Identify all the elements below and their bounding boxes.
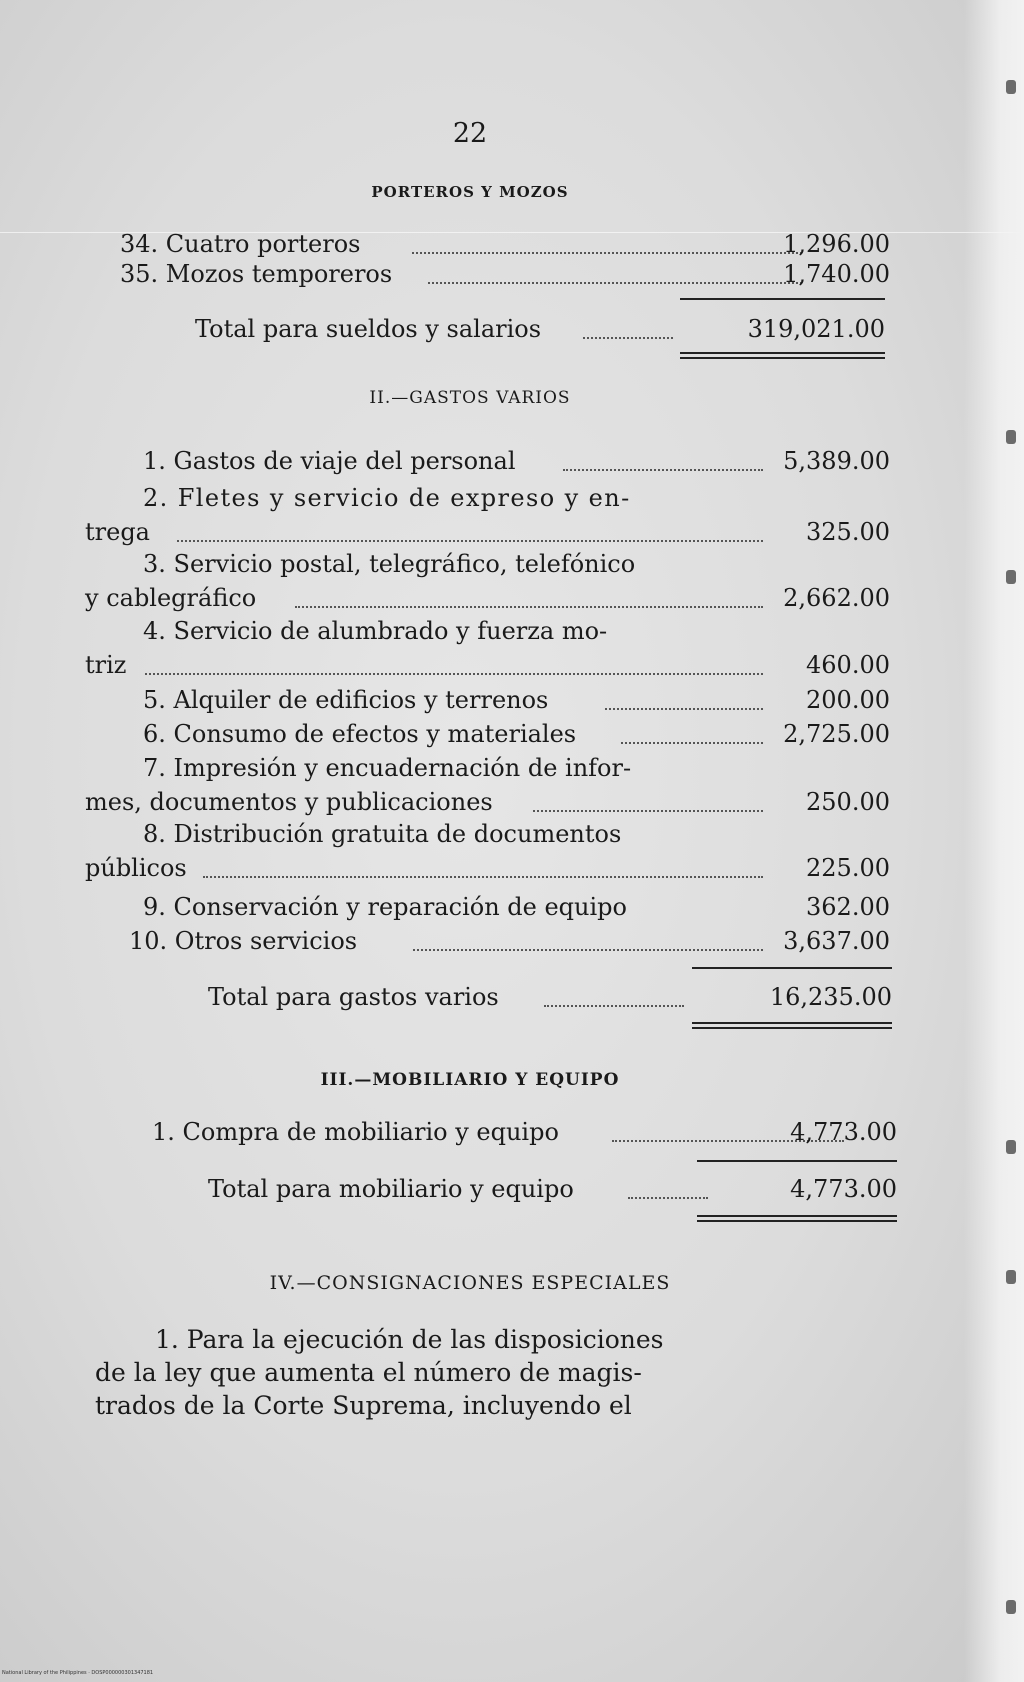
item-label: 6. Consumo de efectos y materiales bbox=[143, 720, 577, 748]
item-label: 8. Distribución gratuita de documentos bbox=[143, 820, 622, 848]
total-row bbox=[195, 315, 885, 345]
paragraph-line: trados de la Corte Suprema, incluyendo el bbox=[95, 1391, 632, 1420]
item-label-continued: y cablegráfico bbox=[85, 584, 257, 612]
total-double-rule bbox=[692, 1022, 892, 1029]
library-footer: National Library of the Philippines · DOSP000000301347181 bbox=[2, 1670, 154, 1676]
line-item bbox=[85, 927, 890, 957]
item-label: 1. Gastos de viaje del personal bbox=[143, 447, 516, 475]
item-label: 4. Servicio de alumbrado y fuerza mo- bbox=[143, 617, 608, 645]
item-label-continued: trega bbox=[85, 518, 150, 546]
leader-dots bbox=[628, 1197, 708, 1199]
subtotal-rule bbox=[680, 298, 885, 300]
line-item bbox=[85, 617, 890, 683]
binding-hole bbox=[1006, 1270, 1016, 1284]
binding-hole bbox=[1006, 80, 1016, 94]
item-label: 34. Cuatro porteros bbox=[120, 230, 361, 258]
leader-dots bbox=[412, 252, 802, 254]
item-amount: 200.00 bbox=[806, 686, 890, 714]
total-label: Total para mobiliario y equipo bbox=[208, 1175, 574, 1203]
line-item bbox=[85, 484, 890, 550]
item-label-continued: triz bbox=[85, 651, 127, 679]
total-row bbox=[208, 1175, 897, 1205]
total-amount: 4,773.00 bbox=[790, 1175, 897, 1203]
line-item bbox=[85, 447, 890, 477]
item-amount: 362.00 bbox=[806, 893, 890, 921]
item-amount: 225.00 bbox=[806, 854, 890, 882]
item-amount: 3,637.00 bbox=[783, 927, 890, 955]
line-item bbox=[85, 893, 890, 923]
binding-hole bbox=[1006, 430, 1016, 444]
total-label: Total para sueldos y salarios bbox=[195, 315, 542, 343]
section-title-consignaciones: IV.—CONSIGNACIONES ESPECIALES bbox=[269, 1272, 671, 1294]
item-amount: 325.00 bbox=[806, 518, 890, 546]
item-label: 3. Servicio postal, telegráfico, telefónico bbox=[143, 550, 636, 578]
leader-dots bbox=[533, 810, 763, 812]
item-label: 35. Mozos temporeros bbox=[120, 260, 393, 288]
leader-dots bbox=[605, 708, 763, 710]
leader-dots bbox=[145, 673, 763, 675]
binding-hole bbox=[1006, 570, 1016, 584]
binding-hole bbox=[1006, 1140, 1016, 1154]
section-title-gastos: II.—GASTOS VARIOS bbox=[369, 388, 571, 408]
leader-dots bbox=[563, 469, 763, 471]
line-item bbox=[85, 820, 890, 886]
total-amount: 319,021.00 bbox=[747, 315, 885, 343]
item-amount: 2,662.00 bbox=[783, 584, 890, 612]
item-amount: 2,725.00 bbox=[783, 720, 890, 748]
item-amount: 5,389.00 bbox=[783, 447, 890, 475]
item-amount: 1,740.00 bbox=[783, 260, 890, 288]
section-title-porteros: PORTEROS Y MOZOS bbox=[371, 183, 569, 201]
line-item bbox=[85, 720, 890, 750]
line-item bbox=[85, 686, 890, 716]
item-label-continued: públicos bbox=[85, 854, 187, 882]
total-row bbox=[208, 983, 892, 1013]
line-item bbox=[120, 230, 890, 260]
paragraph-line: de la ley que aumenta el número de magis- bbox=[95, 1358, 642, 1387]
line-item bbox=[120, 260, 890, 290]
item-label: 2. Fletes y servicio de expreso y en- bbox=[143, 484, 631, 512]
leader-dots bbox=[583, 337, 673, 339]
item-amount: 4,773.00 bbox=[790, 1118, 897, 1146]
leader-dots bbox=[621, 742, 763, 744]
total-label: Total para gastos varios bbox=[208, 983, 499, 1011]
leader-dots bbox=[177, 540, 763, 542]
total-amount: 16,235.00 bbox=[769, 983, 892, 1011]
binding-hole bbox=[1006, 1600, 1016, 1614]
item-label: 1. Compra de mobiliario y equipo bbox=[152, 1118, 559, 1146]
total-double-rule bbox=[697, 1215, 897, 1222]
paragraph-line: 1. Para la ejecución de las disposiciones bbox=[155, 1325, 664, 1354]
item-label: 5. Alquiler de edificios y terrenos bbox=[143, 686, 549, 714]
line-item bbox=[85, 550, 890, 616]
line-item bbox=[85, 754, 890, 820]
subtotal-rule bbox=[692, 967, 892, 969]
total-double-rule bbox=[680, 352, 885, 359]
item-label: 7. Impresión y encuadernación de infor- bbox=[143, 754, 632, 782]
item-label: 9. Conservación y reparación de equipo bbox=[143, 893, 627, 921]
item-amount: 250.00 bbox=[806, 788, 890, 816]
section-title-mobiliario: III.—MOBILIARIO Y EQUIPO bbox=[320, 1070, 620, 1090]
line-item bbox=[152, 1118, 897, 1148]
leader-dots bbox=[428, 282, 802, 284]
leader-dots bbox=[413, 949, 763, 951]
leader-dots bbox=[544, 1005, 684, 1007]
leader-dots bbox=[203, 876, 763, 878]
leader-dots bbox=[295, 606, 763, 608]
page-edge bbox=[964, 0, 1024, 1682]
item-amount: 1,296.00 bbox=[783, 230, 890, 258]
subtotal-rule bbox=[697, 1160, 897, 1162]
item-label: 10. Otros servicios bbox=[129, 927, 358, 955]
item-label-continued: mes, documentos y publicaciones bbox=[85, 788, 493, 816]
page-number: 22 bbox=[452, 118, 488, 149]
item-amount: 460.00 bbox=[806, 651, 890, 679]
